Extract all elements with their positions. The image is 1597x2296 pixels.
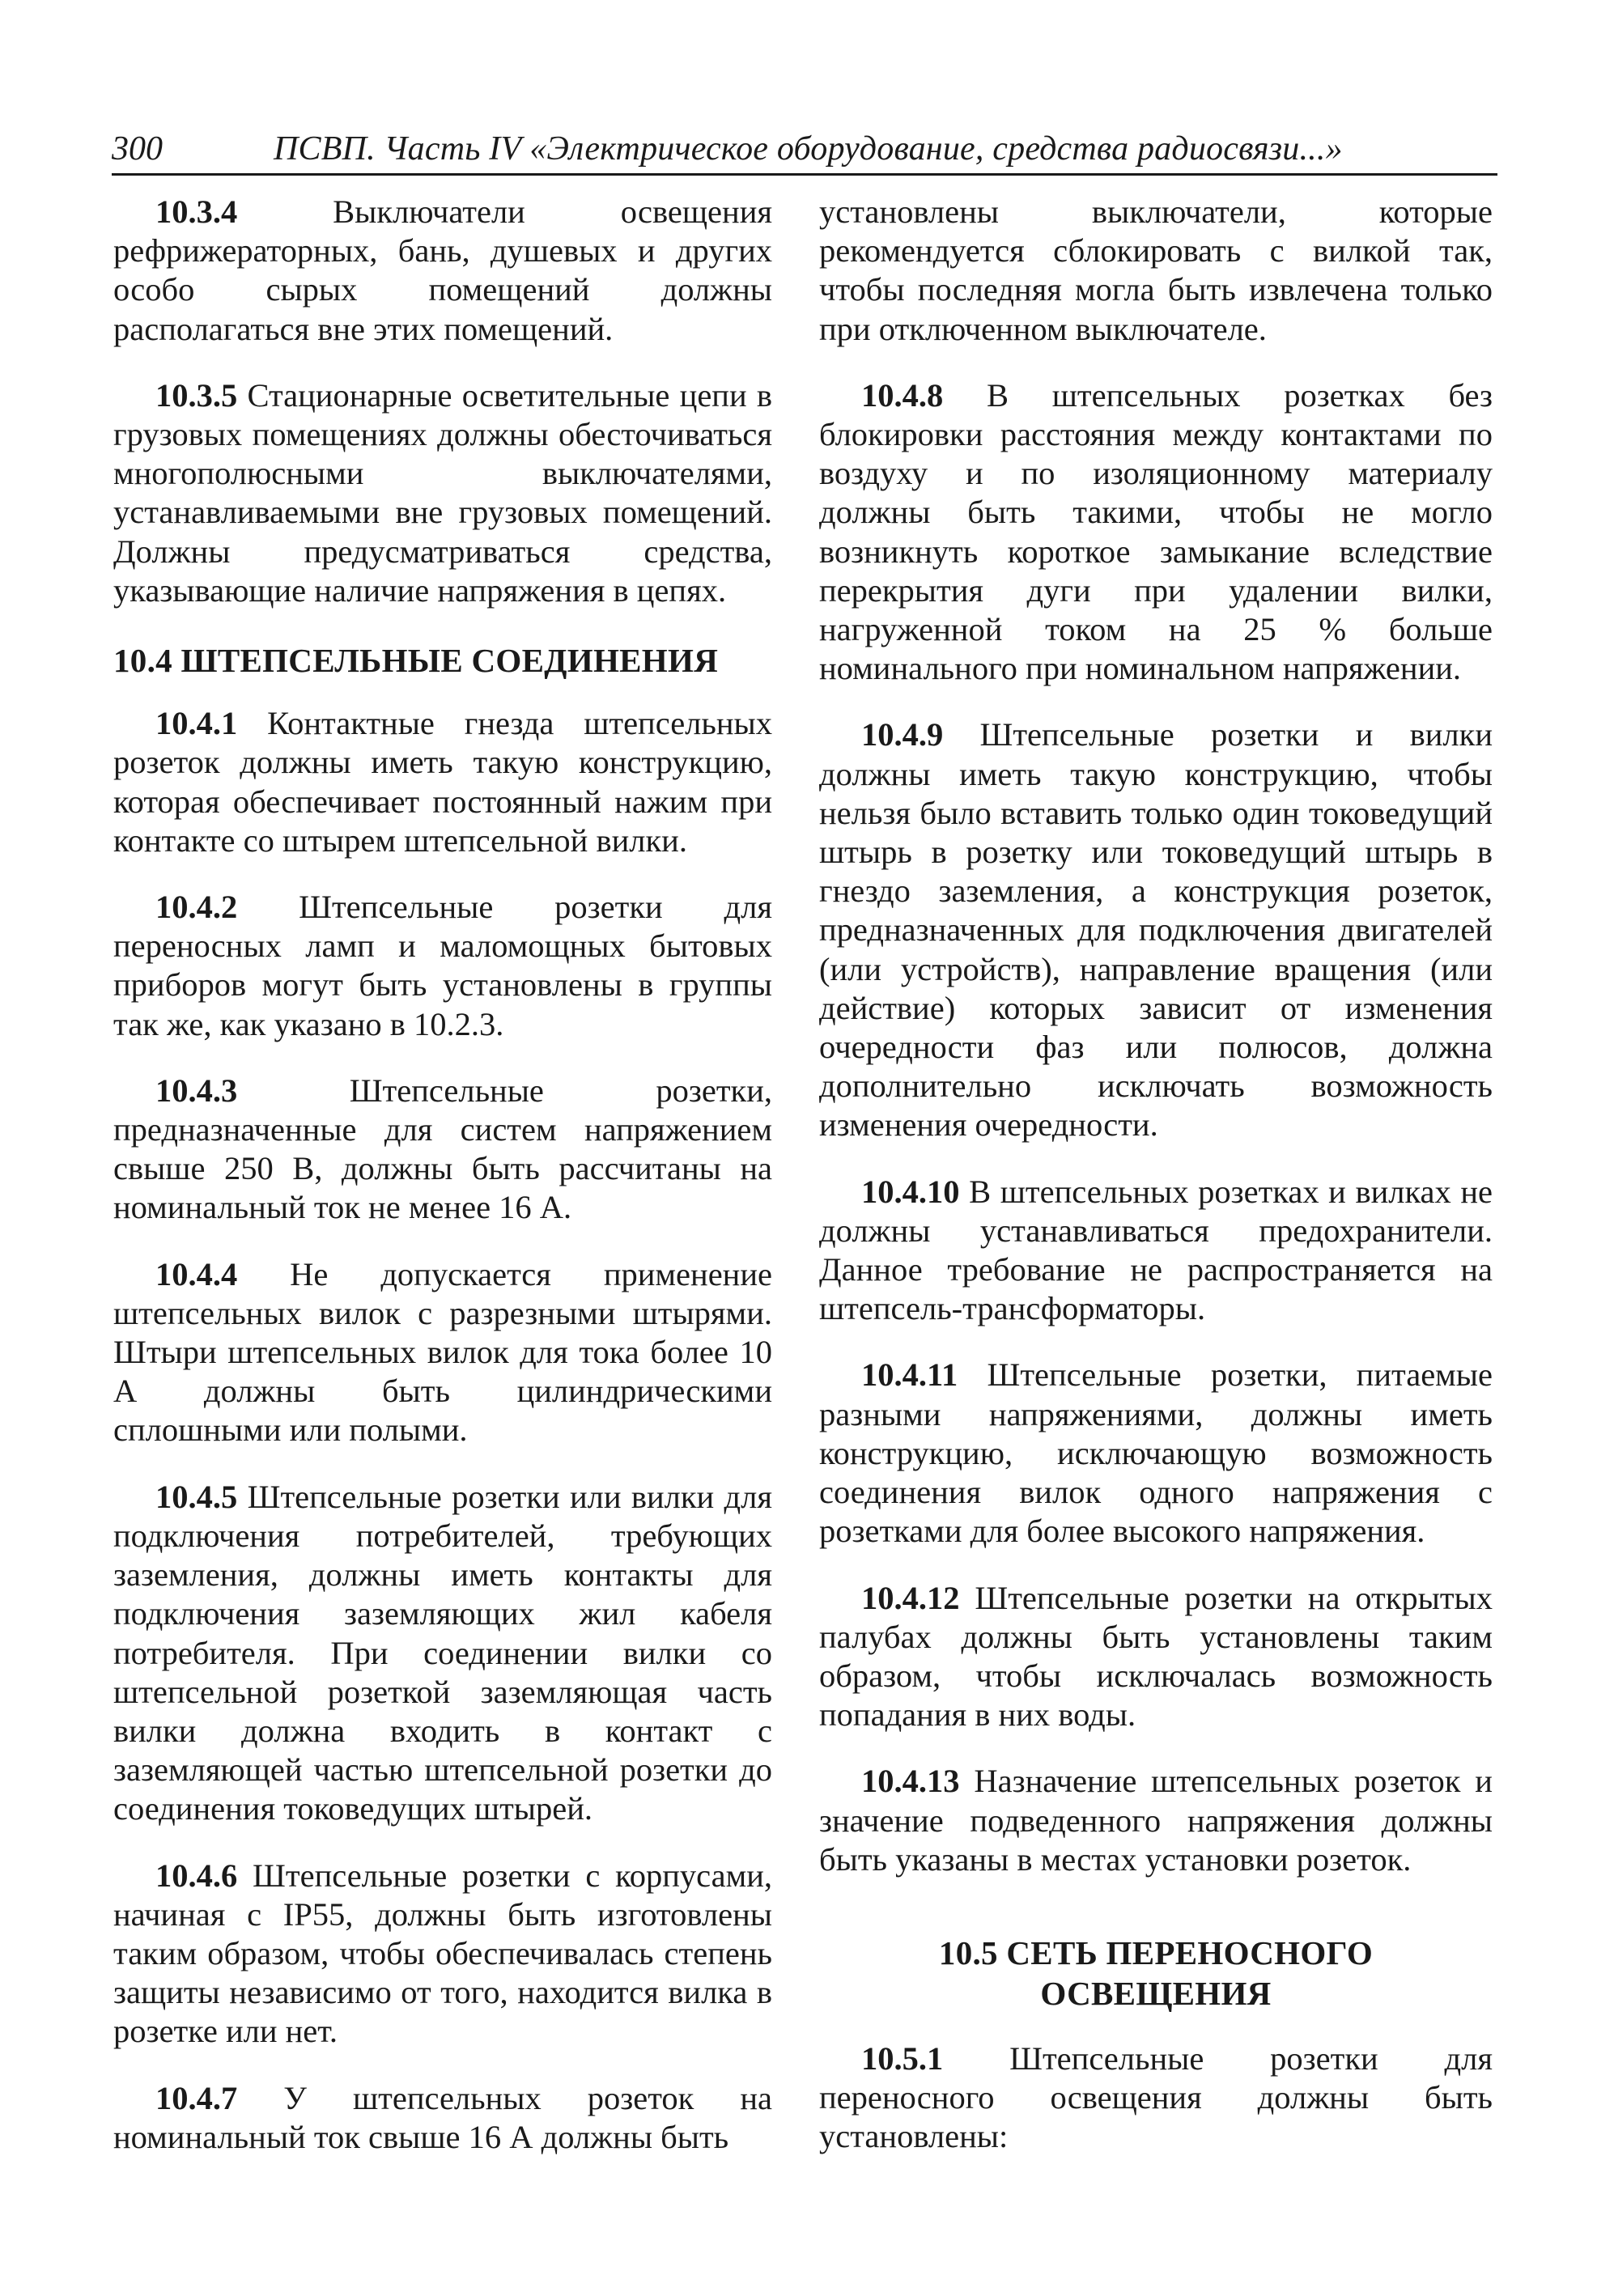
clause-number: 10.4.8 xyxy=(861,376,944,414)
page-number: 300 xyxy=(112,130,163,168)
clause-text: Контактные гнезда штепсельных розеток должны иметь такую конструкцию, которая обеспечивает постоянный нажим при контакте со штырем штепсельной вилки. xyxy=(113,705,772,859)
clause-text: Назначение штепсельных розеток и значение подведенного напряжения должны быть указаны в местах установки розеток. xyxy=(819,1763,1493,1878)
clause-10-4-10 xyxy=(819,1173,1493,1329)
clause-number: 10.4.2 xyxy=(155,889,238,926)
clause-text: В штепсельных розетках без блокировки расстояния между контактами по воздуху и по изоляционному материалу должны быть такими, чтобы не могло возникнуть короткое замыкание вследствие перекрытия дуги при удалении вилки, нагруженной током на 25 % больше номинального при номинальном напряжении. xyxy=(819,376,1493,687)
clause-10-4-1 xyxy=(113,704,772,860)
heading-line-2: ОСВЕЩЕНИЯ xyxy=(1040,1974,1272,2012)
clause-10-4-4 xyxy=(113,1255,772,1450)
clause-text: Штепсельные розетки для переносного освещения должны быть установлены: xyxy=(819,2039,1493,2155)
clause-10-4-2 xyxy=(113,888,772,1044)
clause-10-4-5 xyxy=(113,1478,772,1829)
clause-text: Штепсельные розетки или вилки для подключения потребителей, требующих заземления, должны иметь контакты для подключения заземляющих жил кабеля потребителя. При соединении вилки со штепсельной розеткой заземляющая часть вилки должна входить в контакт с заземляющей частью штепсельной розетки до соединения токоведущих штырей. xyxy=(113,1478,772,1827)
clause-text: У штепсельных розеток на номинальный ток свыше 16 А должны быть xyxy=(113,2079,772,2155)
clause-text: Штепсельные розетки, питаемые разными напряжениями, должны иметь конструкцию, исключающую возможность соединения вилок одного напряжения с розетками для более высокого напряжения. xyxy=(819,1356,1493,1550)
clause-number: 10.4.6 xyxy=(155,1857,238,1894)
clause-10-3-4 xyxy=(113,193,772,349)
clause-number: 10.4.1 xyxy=(155,705,238,742)
clause-text: Штепсельные розетки и вилки должны иметь такую конструкцию, чтобы нельзя было вставить только один токоведущий штырь в розетку или токоведущий штырь в гнездо заземления, а конструкция розеток, предназначенных для подключения двигателей (или устройств), направление вращения (или действие) которых зависит от изменения очередности фаз или полюсов, должна дополнительно исключать возможность изменения очередности. xyxy=(819,716,1493,1144)
clause-10-4-13 xyxy=(819,1762,1493,1879)
clause-10-4-3 xyxy=(113,1072,772,1228)
clause-number: 10.4.3 xyxy=(155,1072,238,1109)
clause-10-4-9 xyxy=(819,715,1493,1144)
clause-number: 10.4.5 xyxy=(155,1478,238,1515)
clause-text: Штепсельные розетки для переносных ламп и маломощных бытовых приборов могут быть установлены в группы так же, как указано в 10.2.3. xyxy=(113,889,772,1042)
clause-number: 10.5.1 xyxy=(861,2039,944,2077)
clause-text: Штепсельные розетки с корпусами, начиная с IP55, должны быть изготовлены таким образом, чтобы обеспечивалась степень защиты независимо от того, находится вилка в розетке или нет. xyxy=(113,1857,772,2050)
clause-number: 10.4.9 xyxy=(861,716,944,753)
clause-10-4-8 xyxy=(819,376,1493,689)
clause-text: Выключатели освещения рефрижераторных, бань, душевых и других особо сырых помещений должны располагаться вне этих помещений. xyxy=(113,193,772,347)
clause-10-4-7 xyxy=(113,2079,772,2157)
section-heading-10-4: 10.4 ШТЕПСЕЛЬНЫЕ СОЕДИНЕНИЯ xyxy=(113,642,719,680)
clause-text: Штепсельные розетки на открытых палубах должны быть установлены таким образом, чтобы исключалась возможность попадания в них воды. xyxy=(819,1579,1493,1734)
clause-number: 10.4.11 xyxy=(861,1356,958,1394)
clause-text: Стационарные осветительные цепи в грузовых помещениях должны обесточиваться многополюсными выключателями, устанавливаемыми вне грузовых помещений. Должны предусматриваться средства, указывающие наличие напряжения в цепях. xyxy=(113,376,772,609)
clause-text: Не допускается применение штепсельных вилок с разрезными штырями. Штыри штепсельных вилок для тока более 10 А должны быть цилиндрическими сплошными или полыми. xyxy=(113,1255,772,1449)
section-heading-10-5 xyxy=(819,1933,1493,2014)
clause-10-4-11 xyxy=(819,1356,1493,1551)
clause-text: Штепсельные розетки, предназначенные для систем напряжением свыше 250 В, должны быть рассчитаны на номинальный ток не менее 16 А. xyxy=(113,1072,772,1226)
running-title: ПСВП. Часть IV «Электрическое оборудование, средства радиосвязи...» xyxy=(274,130,1343,168)
heading-line-1: 10.5 СЕТЬ ПЕРЕНОСНОГО xyxy=(938,1933,1374,1971)
clause-text: В штепсельных розетках и вилках не должны устанавливаться предохранители. Данное требование не распространяется на штепсель-трансформаторы. xyxy=(819,1173,1493,1327)
left-column xyxy=(113,193,772,2184)
clause-10-3-5 xyxy=(113,376,772,610)
clause-10-4-12 xyxy=(819,1579,1493,1735)
clause-10-4-7-continued: установлены выключатели, которые рекомендуется сблокировать с вилкой так, чтобы последняя могла быть извлечена только при отключенном выключателе. xyxy=(819,193,1493,347)
clause-number: 10.4.12 xyxy=(861,1579,960,1616)
clause-number: 10.4.10 xyxy=(861,1173,960,1210)
right-column xyxy=(819,193,1493,2184)
clause-number: 10.3.5 xyxy=(155,376,238,414)
clause-number: 10.4.13 xyxy=(861,1763,960,1800)
clause-10-5-1 xyxy=(819,2039,1493,2157)
clause-number: 10.3.4 xyxy=(155,193,238,230)
page-header xyxy=(112,121,1497,176)
clause-10-4-6 xyxy=(113,1857,772,2052)
clause-number: 10.4.7 xyxy=(155,2079,238,2116)
clause-number: 10.4.4 xyxy=(155,1255,238,1292)
